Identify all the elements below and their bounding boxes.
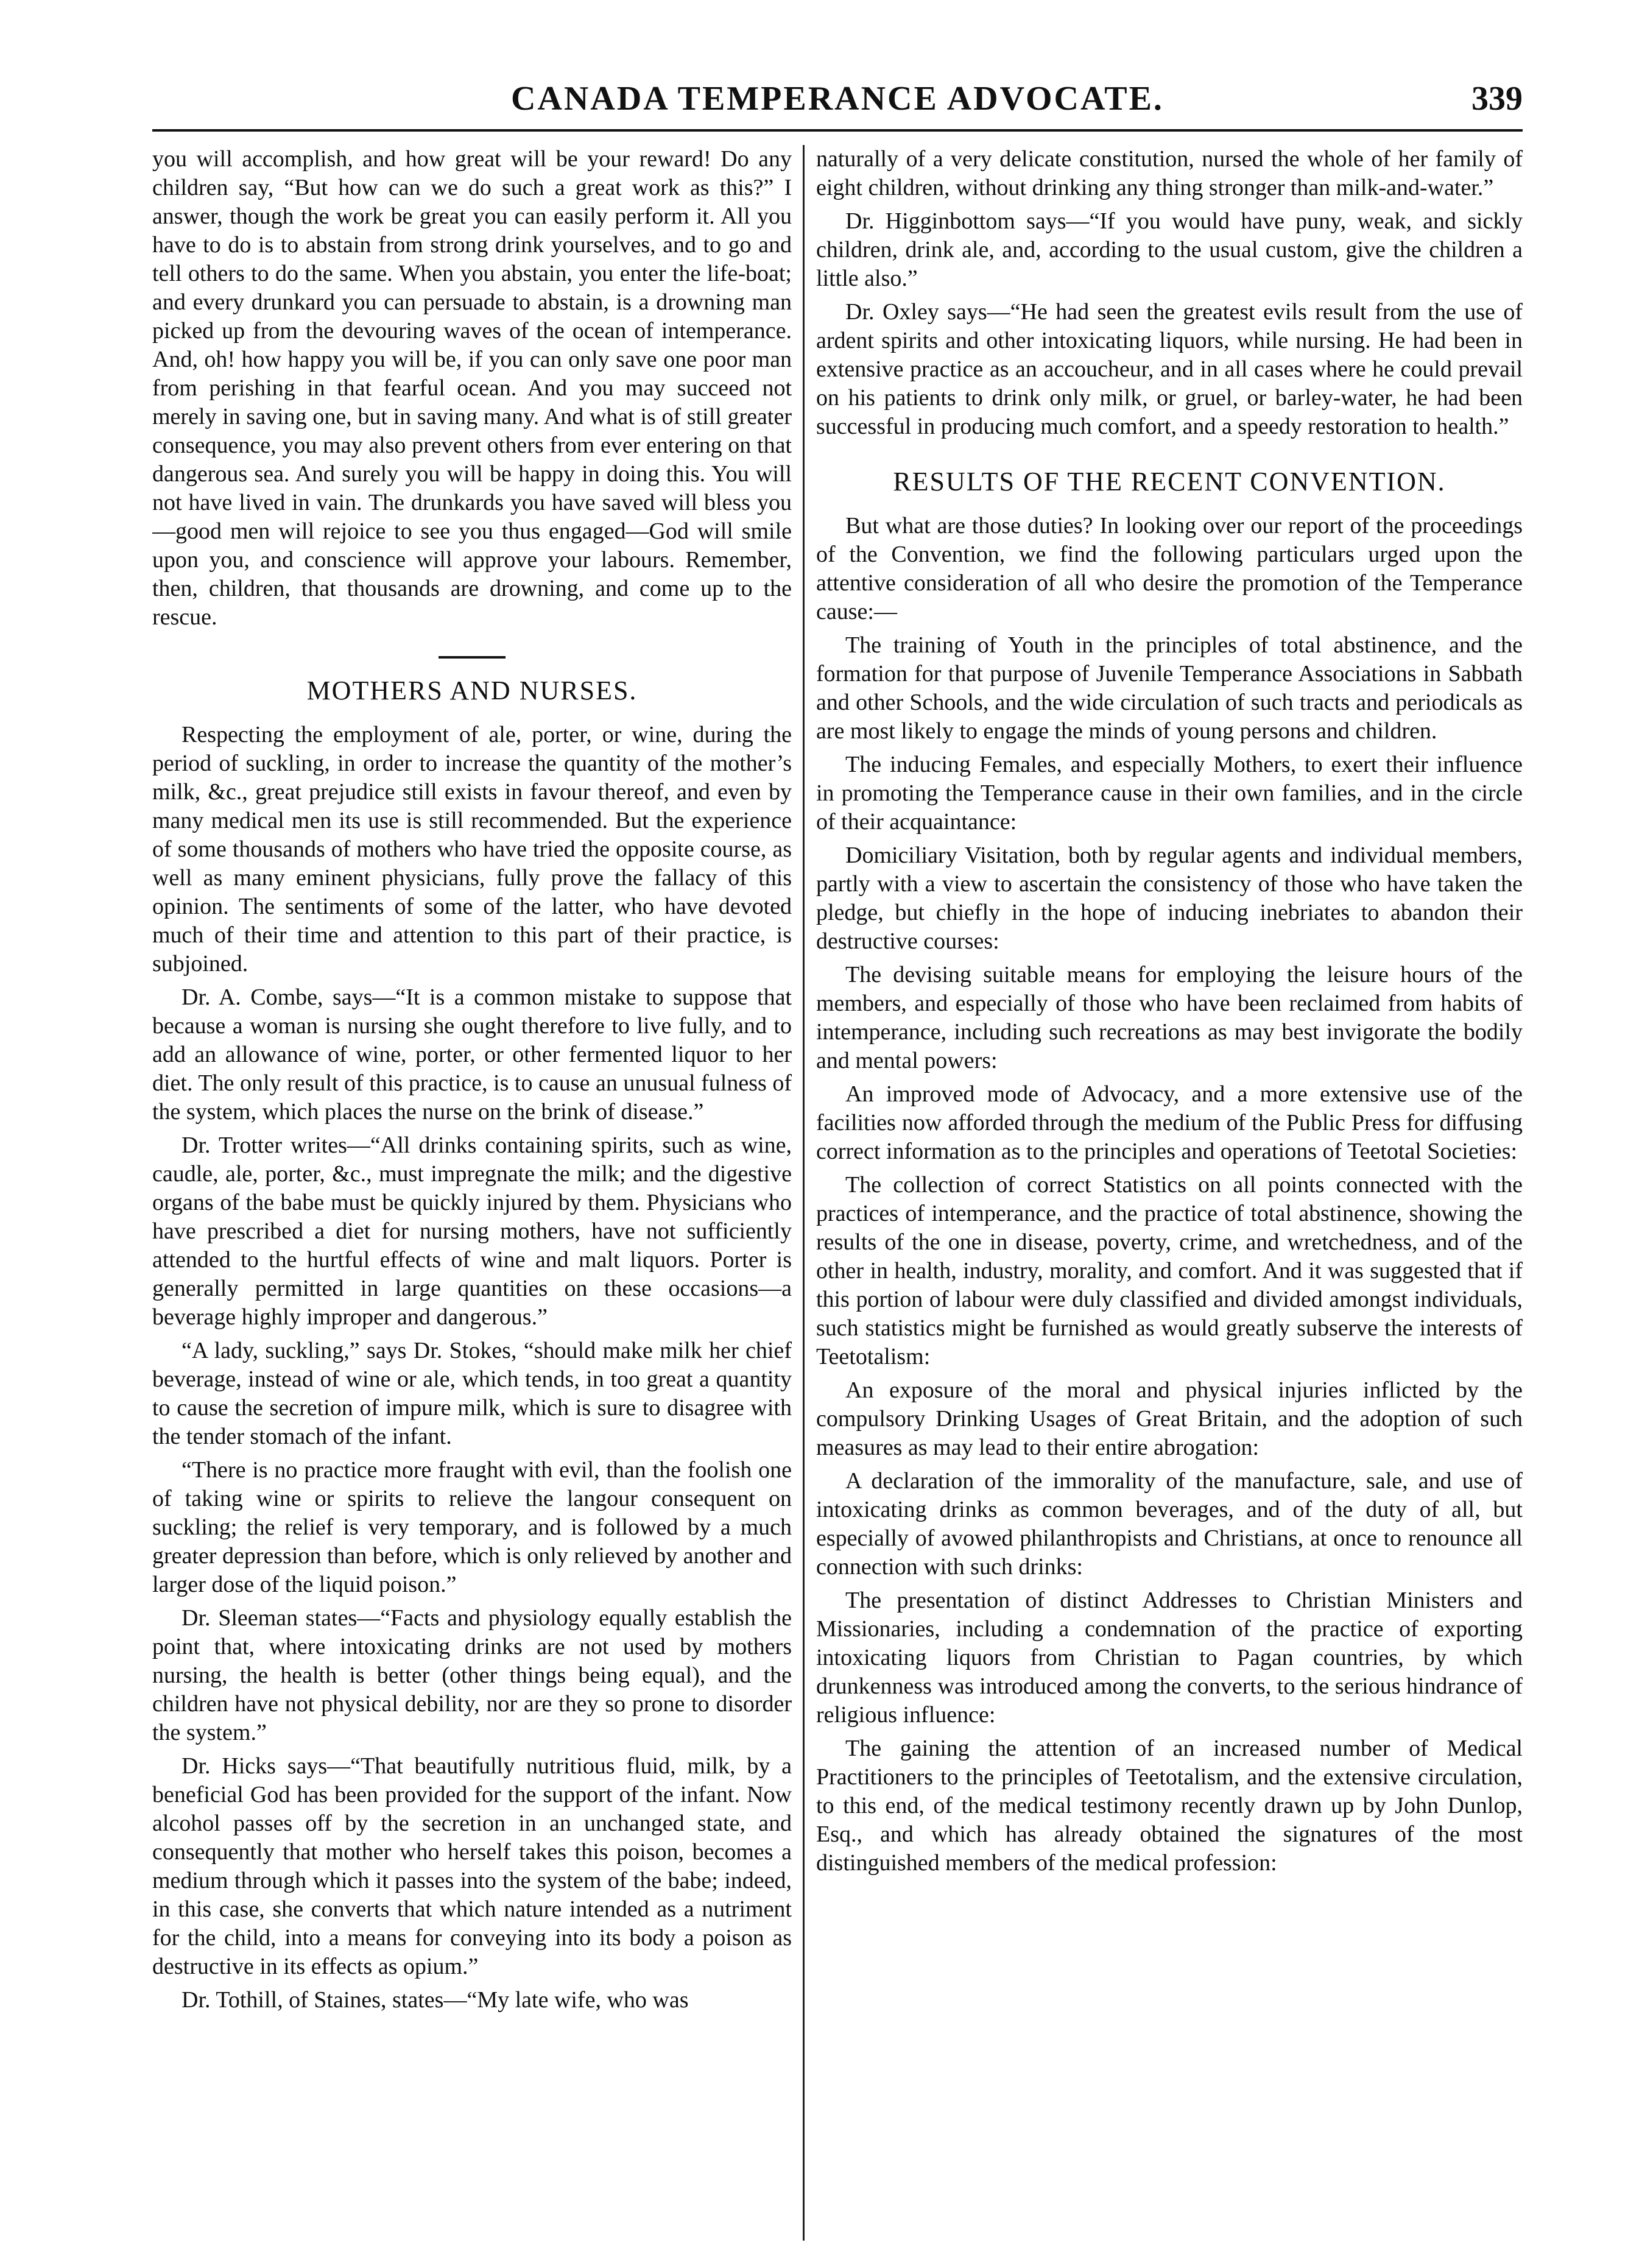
article-paragraph: Dr. Trotter writes—“All drinks containing spirits, such as wine, caudle, ale, porter, &c., must impregnate the milk; and the digestive organs of the babe must be quickly injured by them. Physicians who have prescribed a diet for nursing mothers, have not sufficiently attended to the hurtful effects of wine and malt liquors. Porter is generally permitted in large quantities on these occasions—a beverage highly improper and dangerous.” xyxy=(152,1132,792,1330)
page-header xyxy=(152,79,1523,128)
results-of-convention-heading: RESULTS OF THE RECENT CONVENTION. xyxy=(893,467,1446,496)
article-paragraph: An improved mode of Advocacy, and a more extensive use of the facilities now afforded through the medium of the Public Press for diffusing correct information as to the principles and operations of Teetotal Societies: xyxy=(816,1081,1523,1164)
intro-paragraph: you will accomplish, and how great will be your reward! Do any children say, “But how can we do such a great work as this?” I answer, though the work be great you can easily perform it. All you have to do is to abstain from strong drink yourselves, and to go and tell others to do the same. When you abstain, you enter the life-boat; and every drunkard you can persuade to abstain, is a drowning man picked up from the devouring waves of the ocean of intemperance. And, oh! how happy you will be, if you can only save one poor man from perishing in that fearful ocean. And you may succeed not merely in saving one, but in saving many. And what is of still greater consequence, you may also prevent others from ever entering on that dangerous sea. And surely you will be happy in doing this. You will not have lived in vain. The drunkards you have saved will bless you—good men will rejoice to see you thus engaged—God will smile upon you, and conscience will approve your labours. Remember, then, children, that thousands are drowning, and come up to the rescue. xyxy=(152,146,792,630)
article-paragraph: “A lady, suckling,” says Dr. Stokes, “should make milk her chief beverage, instead of wine or ale, which tends, in too great a quantity to cause the secretion of impure milk, which is sure to disagree with the tender stomach of the infant. xyxy=(152,1338,792,1449)
article-paragraph: Domiciliary Visitation, both by regular agents and individual members, partly with a view to ascertain the consistency of those who have taken the pledge, but chiefly in the hope of inducing inebriates to abandon their destructive courses: xyxy=(816,843,1523,954)
left-column xyxy=(152,145,792,2241)
article-paragraph: The devising suitable means for employing the leisure hours of the members, and especially of those who have been reclaimed from habits of intemperance, including such recreations as may best invigorate the bodily and mental powers: xyxy=(816,962,1523,1073)
article-paragraph: But what are those duties? In looking over our report of the proceedings of the Convention, we find the following particulars urged upon the attentive consideration of all who desire the promotion of the Temperance cause:— xyxy=(816,513,1523,624)
article-paragraph: An exposure of the moral and physical injuries inflicted by the compulsory Drinking Usages of Great Britain, and the adoption of such measures as may lead to their entire abrogation: xyxy=(816,1377,1523,1460)
column-divider xyxy=(803,145,805,2241)
article-paragraph: Dr. Tothill, of Staines, states—“My late wife, who was xyxy=(181,1987,689,2013)
page-number: 339 xyxy=(1471,80,1523,118)
article-paragraph: “There is no practice more fraught with evil, than the foolish one of taking wine or spirits to relieve the langour consequent on suckling; the relief is very temporary, and is followed by a much greater depression than before, which is only relieved by another and larger dose of the liquid poison.” xyxy=(152,1457,792,1597)
article-paragraph: The inducing Females, and especially Mothers, to exert their influence in promoting the Temperance cause in their own families, and in the circle of their acquaintance: xyxy=(816,752,1523,835)
header-rule xyxy=(152,129,1523,132)
article-paragraph: The training of Youth in the principles of total abstinence, and the formation for that purpose of Juvenile Temperance Associations in Sabbath and other Schools, and the wide circulation of such tracts and periodicals as are most likely to engage the minds of young persons and children. xyxy=(816,632,1523,744)
mothers-and-nurses-heading: MOTHERS AND NURSES. xyxy=(306,676,638,705)
article-paragraph: The presentation of distinct Addresses to Christian Ministers and Missionaries, including a condemnation of the practice of exporting intoxicating liquors from Christian to Pagan countries, by which drunkenness was introduced among the converts, to the serious hindrance of religious influence: xyxy=(816,1588,1523,1728)
article-paragraph: The collection of correct Statistics on all points connected with the practices of intemperance, and the practice of total abstinence, showing the results of the one in disease, poverty, crime, and wretchedness, and of the other in health, industry, morality, and comfort. And it was suggested that if this portion of labour were duly classified and divided amongst individuals, such statistics might be furnished as would greatly subserve the interests of Teetotalism: xyxy=(816,1172,1523,1369)
article-paragraph: Dr. Sleeman states—“Facts and physiology equally establish the point that, where intoxicating drinks are not used by mothers nursing, the health is better (other things being equal), and the children have not physical debility, nor are they so prone to disorder the system.” xyxy=(152,1605,792,1745)
article-paragraph: Dr. A. Combe, says—“It is a common mistake to suppose that because a woman is nursing she ought therefore to live fully, and to add an allowance of wine, porter, or other fermented liquor to her diet. The only result of this practice, is to cause an unusual fulness of the system, which places the nurse on the brink of disease.” xyxy=(152,984,792,1125)
article-paragraph: Dr. Oxley says—“He had seen the greatest evils result from the use of ardent spirits and other intoxicating liquors, while nursing. He had been in extensive practice as an accoucheur, and in all cases where he could prevail on his patients to drink only milk, or gruel, or barley-water, he had been successful in producing much comfort, and a speedy restoration to health.” xyxy=(816,299,1523,439)
article-paragraph: Dr. Hicks says—“That beautifully nutritious fluid, milk, by a beneficial God has been provided for the support of the infant. Now alcohol passes off by the secretion in an unchanged state, and consequently that mother who herself takes this poison, becomes a medium through which it passes into the system of the babe; indeed, in this case, she converts that which nature intended as a nutriment for the child, into a means for conveying into its body a poison as destructive in its effects as opium.” xyxy=(152,1753,792,1979)
article-paragraph: Respecting the employment of ale, porter, or wine, during the period of suckling, in order to increase the quantity of the mother’s milk, &c., great prejudice still exists in favour thereof, and even by many medical men its use is still recommended. But the experience of some thousands of mothers who have tried the opposite course, as well as many eminent physicians, fully prove the fallacy of this opinion. The sentiments of some of the latter, who have devoted much of their time and attention to this part of their practice, is subjoined. xyxy=(152,722,792,977)
continued-paragraph: naturally of a very delicate constitution, nursed the whole of her family of eight children, without drinking any thing stronger than milk-and-water.” xyxy=(816,146,1523,200)
article-paragraph: A declaration of the immorality of the manufacture, sale, and use of intoxicating drinks as common beverages, and of the duty of all, but especially of avowed philanthropists and Christians, at once to renounce all connection with such drinks: xyxy=(816,1468,1523,1580)
right-column xyxy=(816,145,1523,2241)
section-divider xyxy=(439,656,506,659)
article-paragraph: The gaining the attention of an increased number of Medical Practitioners to the principles of Teetotalism, and the extensive circulation, to this end, of the medical testimony recently drawn up by John Dunlop, Esq., and which has already obtained the signatures of the most distinguished members of the medical profession: xyxy=(816,1736,1523,1876)
article-paragraph: Dr. Higginbottom says—“If you would have puny, weak, and sickly children, drink ale, and, according to the usual custom, give the children a little also.” xyxy=(816,208,1523,291)
running-title: CANADA TEMPERANCE ADVOCATE. xyxy=(511,80,1164,118)
